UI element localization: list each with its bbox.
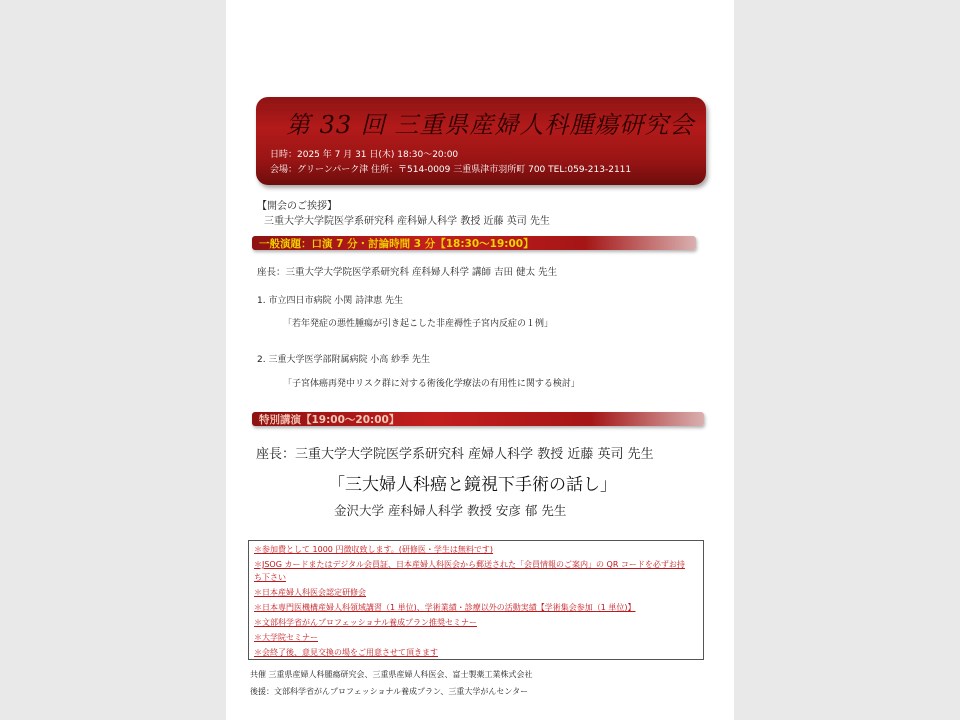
header-banner <box>256 97 706 185</box>
notice-item: ＊JSOG カードまたはデジタル会員証、日本産婦人科医会から郵送された「会員情報のご案内」の QR コードを必ずお持 <box>254 560 685 569</box>
special-lecture-bar <box>252 412 704 426</box>
support-line: 後援：文部科学省がんプロフェッショナル養成プラン、三重大学がんセンター <box>250 687 529 696</box>
notice-item: ち下さい <box>254 573 286 582</box>
notice-item: ＊大学院セミナー <box>254 633 318 642</box>
general-session-chair: 座長：三重大学大学院医学系研究科 産科婦人科学 講師 吉田 健太 先生 <box>257 267 558 278</box>
special-lecture-speaker: 金沢大学 産科婦人科学 教授 安彦 郁 先生 <box>334 503 567 518</box>
event-venue: 会場：グリーンパーク津 住所：〒514-0009 三重県津市羽所町 700 TEL:059-213-2111 <box>270 165 632 175</box>
talk-1-title: 「若年発症の悪性腫瘍が引き起こした非産褥性子宮内反症の１例」 <box>283 319 554 329</box>
event-datetime: 日時：2025 年 7 月 31 日(木) 18:30〜20:00 <box>270 150 459 160</box>
talk-2-title: 「子宮体癌再発中リスク群に対する術後化学療法の有用性に関する検討」 <box>283 379 580 389</box>
special-lecture-label: 特別講演【19:00〜20:00】 <box>259 414 400 426</box>
talk-2-presenter: 2. 三重大学医学部附属病院 小高 紗季 先生 <box>257 355 431 365</box>
cohost-line: 共催 三重県産婦人科腫瘍研究会、三重県産婦人科医会、富士製薬工業株式会社 <box>250 670 533 679</box>
special-lecture-chair: 座長：三重大学大学院医学系研究科 産婦人科学 教授 近藤 英司 先生 <box>256 447 654 462</box>
notice-item: ＊日本産婦人科医会認定研修会 <box>254 588 366 597</box>
notice-item: ＊会終了後、意見交換の場をご用意させて頂きます <box>254 648 438 657</box>
opening-heading: 【開会のご挨拶】 <box>257 201 337 212</box>
notice-item: ＊参加費として 1000 円徴収致します。(研修医・学生は無料です) <box>254 545 494 554</box>
opening-speaker: 三重大学大学院医学系研究科 産科婦人科学 教授 近藤 英司 先生 <box>264 216 550 227</box>
notice-box <box>248 540 704 660</box>
event-title: 第 33 回 三重県産婦人科腫瘍研究会 <box>286 111 695 139</box>
general-session-label: 一般演題：口演 7 分・討論時間 3 分【18:30〜19:00】 <box>259 238 534 250</box>
general-session-bar <box>252 236 696 250</box>
notice-item: ＊日本専門医機構産婦人科領域講習（1 単位)、学術業績・診療以外の活動実績【学術集会参加（1 単位)】 <box>254 603 636 612</box>
special-lecture-title: 「三大婦人科癌と鏡視下手術の話し」 <box>328 475 617 495</box>
notice-item: ＊文部科学省がんプロフェッショナル養成プラン推奨セミナー <box>254 618 478 627</box>
talk-1-presenter: 1. 市立四日市病院 小関 詩津恵 先生 <box>257 296 404 306</box>
